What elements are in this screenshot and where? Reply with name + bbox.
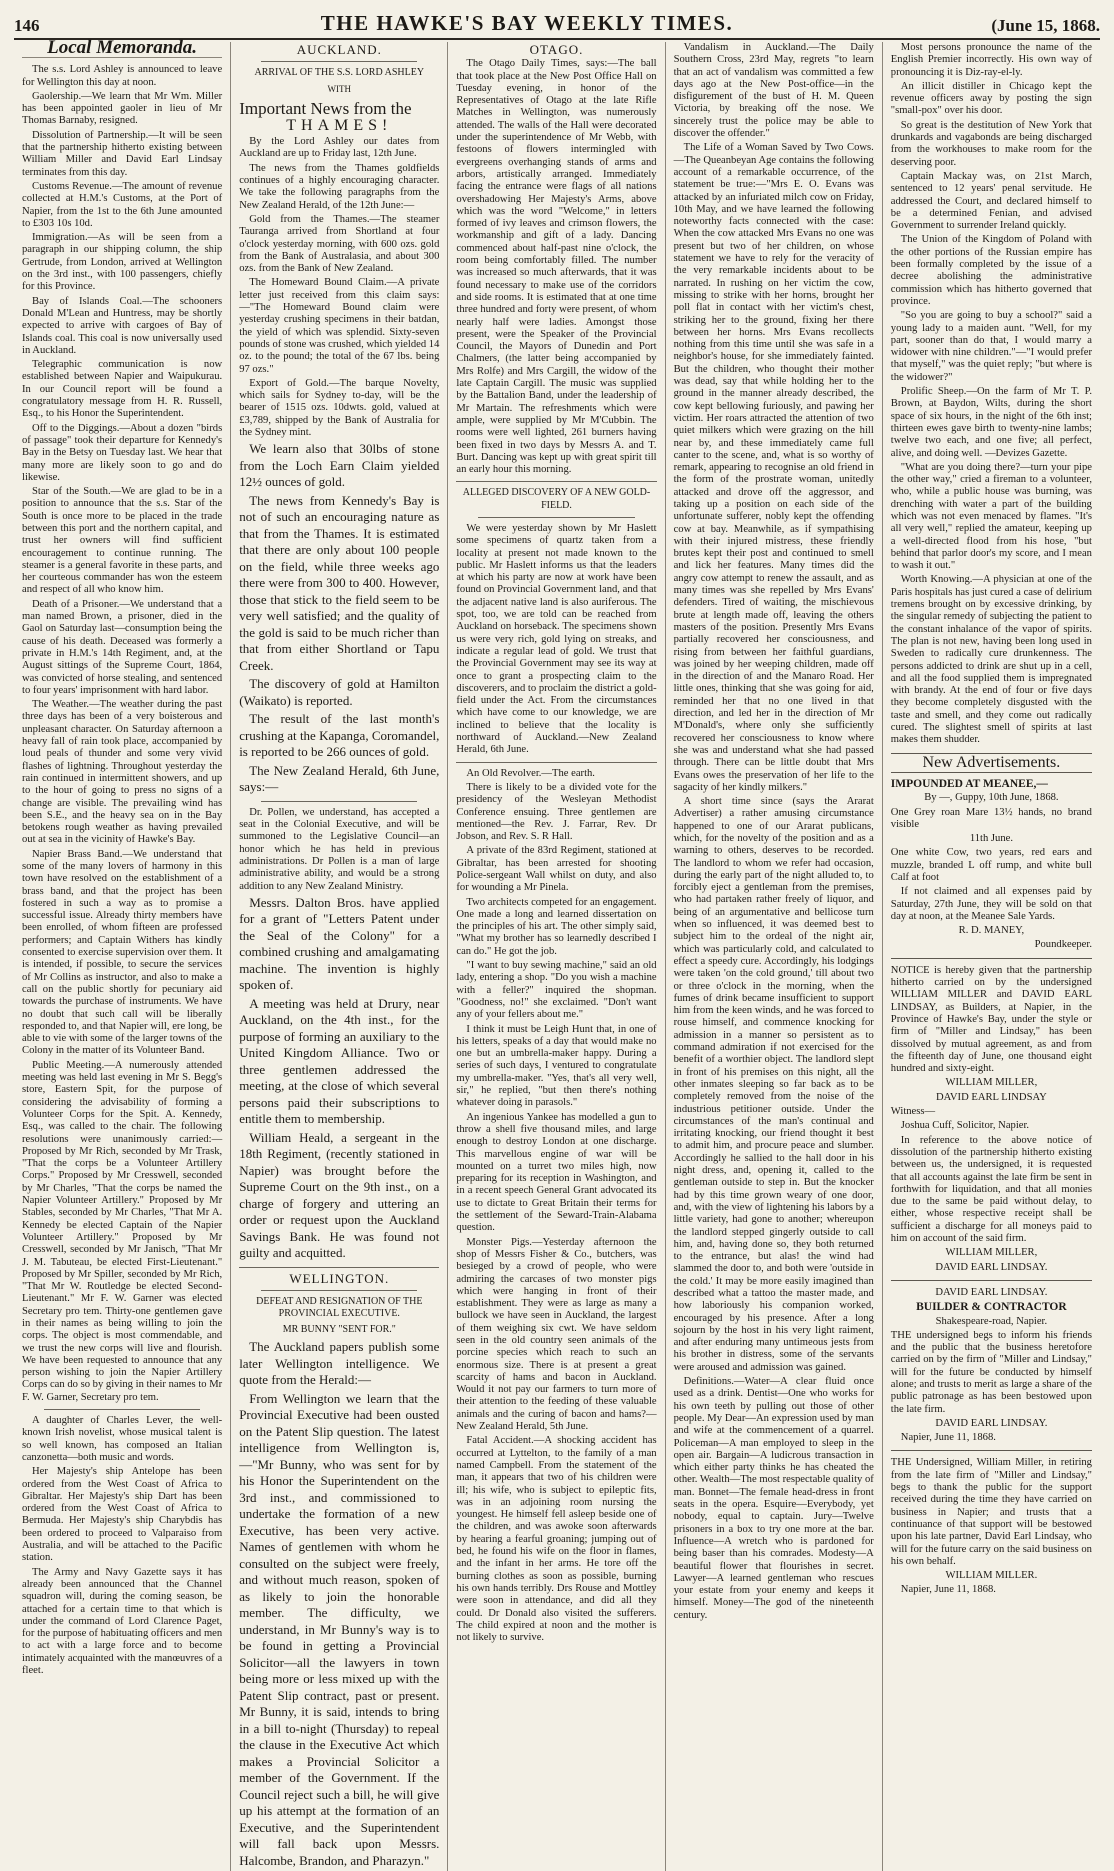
notice-reference: In reference to the above notice of dissolution of the partnership hitherto existing between us, the undersigned, it is requested that all accounts against the late firm be sent in forthwith for liquidation, and that all monies due to the same be paid without delay, to either, whose respective receipt shall be sufficient a discharge for all moneys paid to him on account of the said firm. xyxy=(890,1134,1092,1245)
article-paragraph: William Heald, a sergeant in the 18th Regiment, (recently stationed in Napier) was brought before the Supreme Court on the 9th inst., on a charge of forgery and uttering an order or request upon the Auckland Savings Bank. He was found not guilty and acquitted. xyxy=(239,1129,440,1261)
auckland-subheading: ARRIVAL OF THE S.S. LORD ASHLEY xyxy=(254,67,425,79)
columns xyxy=(14,37,1100,1868)
article-paragraph: The Life of a Woman Saved by Two Cows.—The Queanbeyan Age contains the following account of a remarkable occurrence, of the statement be true:—"Mrs E. O. Evans was attacked by an infuriated milch cow on Friday, 10th May, and we have learned the following noteworthy facts connected with the case: When the cow attacked Mrs Evans no one was present but two of her children, on whose statement we have to rely for the veracity of the very remarkable incidents about to be narrated. In rushing on her victim the cow, missing to strike with her horns, brought her poll flat in contact with her victim's chest, striking her to the ground, fixing her there between her horns. Mrs Evans recollects nothing from this time until she was safe in a neighbor's house, for she immediately fainted. But the children, who thought their mother was dead, say that while holding her to the ground in the manner already described, the cow kept bellowing furiously, and pawing her victim. Her roars attracted the attention of two quiet milkers which were grazing on the hill near by, and these immediately came full canter to the scene, and, what is so worthy of remark, appearing to recognise an old friend in the form of the prostrate woman, unitedly attacked and drove off the aggressor, and taking up a position on each side of the unfortunate sufferer, nobly kept the offending cow at bay. Meanwhile, as if sympathising with their injured mistress, these friendly brutes kept their post and continued to smell and lick her features. Many times did the angry cow attempt to renew the assault, and as many times was she repelled by Mrs Evans' defenders. Tired of waiting, the mischievous brute at length made off, leaving the others masters of the position. Presently Mrs Evans partially recovered her consciousness, and rising from between her faithful guardians, was joined by her weeping children, made off in the direction of and the Manaro Road. Her little ones, thinking that she was going for aid, reminded her that no one lived in that direction, and led her in the direction of Mr M'Donald's, where only she sufficiently recovered her consciousness to know where she was and understand what she had passed through. There can be little doubt that Mrs Evans owes the preservation of her life to the sagacity of her kindly milkers." xyxy=(673,142,874,793)
article-paragraph: There is likely to be a divided vote for the presidency of the Wesleyan Methodist Conference ensuing. Three gentlemen are mentioned—the Rev. J. Farrar, Rev. Dr Jobson, and Rev. S. R Hall. xyxy=(456,781,657,843)
builder-date: Napier, June 11, 1868. xyxy=(900,1432,996,1444)
article-paragraph: The New Zealand Herald, 6th June, says:— xyxy=(239,762,440,795)
article-paragraph: Dissolution of Partnership.—It will be seen that the partnership hitherto existing between William Miller and David Earl Lindsay terminates from this day. xyxy=(22,129,223,178)
article-paragraph: The Union of the Kingdom of Poland with the other portions of the Russian empire has been formally completed by the issue of a decree abolishing the administrative commission which has hitherto governed that province. xyxy=(890,234,1092,307)
page-number: 146 xyxy=(14,16,40,35)
article-paragraph: Dr. Pollen, we understand, has accepted a seat in the Colonial Executive, and will be summoned to the Legislative Council—an honor which he has held in previous administrations. Dr Pollen is a man of large administrative ability, and would be a strong addition to any New Zealand Ministry. xyxy=(239,806,440,892)
builder-text: THE undersigned begs to inform his friends and the public that the business heretofore carried on by the firm of "Miller and Lindsay," will for the future be conducted by himself alone; and trusts to merit as large a share of the public patronage as has been bestowed upon the late firm. xyxy=(890,1329,1092,1415)
article-paragraph: A daughter of Charles Lever, the well-known Irish novelist, whose musical talent is so well known, has composed an Italian canzonetta—both music and words. xyxy=(22,1415,223,1463)
article-paragraph: A private of the 83rd Regiment, stationed at Gibraltar, has been arrested for shooting Police-sergeant Wall whilst on duty, and also for wounding a Mr Pinela. xyxy=(456,845,657,894)
article-paragraph: Off to the Diggings.—About a dozen "birds of passage" took their departure for Kennedy's Bay in the Betsy on Tuesday last. We hear that many more are likely soon to go and do likewise. xyxy=(22,422,223,483)
article-paragraph: An illicit distiller in Chicago kept the revenue officers away by posting the sign "small-pox" over his door. xyxy=(890,80,1092,117)
article-paragraph: Monster Pigs.—Yesterday afternoon the shop of Messrs Fisher & Co., butchers, was besieged by a crowd of people, who were admiring the carcases of two monster pigs which were hanging in front of their establishment. They were as large as many a bullock we have seen in Auckland, the largest of them weighing six cwt. We have seldom seen in the old country seen animals of the porcine species which reach to such an enormous size. There is at present a great scarcity of hams and bacon in Auckland. Would it not pay our farmers to turn more of their attention to the feeding of these valuable animals and the curing of bacon and hams?—New Zealand Herald, 5th June. xyxy=(456,1236,657,1433)
article-paragraph: Prolific Sheep.—On the farm of Mr T. P. Brown, at Baydon, Wilts, during the short space of six hours, in the night of the 6th inst; thirteen ewes gave birth to twenty-nine lambs; twelve two each, and one five; all perfect, alive, and doing well. —Devizes Gazette. xyxy=(890,386,1092,459)
divider xyxy=(261,801,417,802)
notice-sign-4: DAVID EARL LINDSAY. xyxy=(935,1261,1048,1273)
column-4-items xyxy=(674,42,874,1622)
article-paragraph: Messrs. Dalton Bros. have applied for a grant of "Letters Patent under the Seal of the Colony" for a combined crushing and amalgamating machine. The invention is highly spoken of. xyxy=(239,894,440,993)
miller-text: THE Undersigned, William Miller, in retiring from the late firm of "Miller and Lindsay," begs to thank the public for the support received during the time they have carried on business in Napier; and trusts that a continuance of that support will be bestowed upon his late partner, David Earl Lindsay, who will for the future carry on the said business on his own behalf. xyxy=(890,1457,1092,1567)
article-paragraph: So great is the destitution of New York that drunkards and vagabonds are being discharged from the workhouses to make room for the deserving poor. xyxy=(890,119,1092,168)
divider xyxy=(261,1290,417,1291)
wellington-subheading: DEFEAT AND RESIGNATION OF THE PROVINCIAL EXECUTIVE. xyxy=(256,1296,423,1320)
local-memoranda-items xyxy=(22,64,222,1404)
article-paragraph: Her Majesty's ship Antelope has been ordered from the West Coast of Africa to Gibraltar. Her Majesty's ship Dart has been ordered from the West Coast of Africa to Bermuda. Her Majesty's ship Charybdis has been ordered to proceed to Valparaiso from Australia, and will be attached to the Pacific station. xyxy=(22,1466,223,1564)
article-paragraph: The result of the last month's crushing at the Kapanga, Coromandel, is reported to be 266 ounces of gold. xyxy=(239,711,440,760)
article-paragraph: The Army and Navy Gazette says it has already been announced that the Channel squadron will, during the coming season, be attached for a certain time to that which is under the command of Lord Clarence Paget, for the purpose of habituating officers and men to act with a large force and to become intimately acquainted with the manœuvres of a fleet. xyxy=(22,1566,223,1676)
article-paragraph: Two architects competed for an engagement. One made a long and learned dissertation on the principles of his art. The other simply said, "What my brother has so learnedly described I can do." He got the job. xyxy=(456,896,657,957)
article-paragraph: The s.s. Lord Ashley is announced to leave for Wellington this day at noon. xyxy=(22,64,223,88)
article-paragraph: Telegraphic communication is now established between Napier and Waipukurau. In our Council report will be found a congratulatory message from H. R. Russell, Esq., to his Honor the Superintendent. xyxy=(22,359,223,420)
notice-witness: Witness— xyxy=(890,1106,936,1118)
important-news-heading: Important News from the xyxy=(239,98,412,118)
builder-address: Shakespeare-road, Napier. xyxy=(935,1315,1048,1327)
divider xyxy=(891,1450,1092,1451)
column-2 xyxy=(231,42,448,1871)
article-paragraph: Bay of Islands Coal.—The schooners Donald M'Lean and Huntress, may be shortly expected to arrive with cargoes of Bay of Islands coal. This coal is now universally used in Auckland. xyxy=(22,295,223,356)
otago-heading: OTAGO. xyxy=(529,42,584,57)
divider xyxy=(239,1267,439,1268)
divider xyxy=(891,1280,1092,1281)
article-paragraph: Death of a Prisoner.—We understand that a man named Brown, a prisoner, died in the Gaol on Saturday last—consumption being the cause of his death. Deceased was formerly a private in H.M.'s 14th Regiment, and, at the August sittings of the Supreme Court, 1864, was convicted of horse stealing, and sentenced to four years' imprisonment with hard labor. xyxy=(22,598,223,696)
builder-ad xyxy=(891,1287,1092,1445)
wellington-subheading-2: MR BUNNY "SENT FOR." xyxy=(282,1323,396,1335)
article-paragraph: Public Meeting.—A numerously attended meeting was held last evening in Mr S. Begg's store, Eastern Spit, for the purpose of considering the advisability of forming a Volunteer Corps for the Spit. A. Kennedy, Esq., was called to the chair. The following resolutions were unanimously carried:—Proposed by Mr Rich, seconded by Mr Trask, "That the corps be a Volunteer Artillery Corps." Proposed by Mr Cresswell, seconded by Mr Charles, "That the corps be named the Napier Volunteer Artillery." Proposed by Mr Stables, seconded by Mr Charles, "That Mr A. Kennedy be elected Captain of the Napier Volunteer Artillery." Proposed by Mr Cresswell, seconded by Mr Janisch, "That Mr J. M. Tabuteau, be elected First-Lieutenant." Proposed by Mr Spiller, seconded by Mr Rich, "That Mr W. Routledge be elected Second-Lieutenant." Mr F. W. Garner was elected Secretary pro tem. Thirty-one gentlemen gave in their names as being willing to join the corps. The object is most commendable, and we trust the new corps will live and flourish. We have been requested to announce that any person wishing to join the Napier Artillery Corps can do so by giving in their names to Mr F. W. Garner, Secretary pro tem. xyxy=(22,1059,223,1403)
article-paragraph: Export of Gold.—The barque Novelty, which sails for Sydney to-day, will be the bearer of 1515 ozs. 10dwts. gold, valued at £3,789, shipped by the Bank of Australia for the Sydney mint. xyxy=(239,377,440,439)
builder-title: BUILDER & CONTRACTOR xyxy=(916,1301,1067,1314)
auckland-heading: AUCKLAND. xyxy=(296,42,382,57)
divider xyxy=(891,958,1092,959)
wellington-items xyxy=(239,1339,439,1869)
article-paragraph: I think it must be Leigh Hunt that, in one of his letters, speaks of a day that would make no one but an umbrella-maker happy. During a series of such days, I ventured to congratulate my umbrella-maker. "Yes, that's all very well, sir," he replied, "but then there's nothing whatever doing in parasols." xyxy=(456,1023,657,1109)
auckland-with: WITH xyxy=(327,83,352,94)
notice-sign-3: WILLIAM MILLER, xyxy=(945,1247,1038,1259)
column-1 xyxy=(14,37,231,1871)
column-4 xyxy=(666,42,883,1871)
article-paragraph: The Homeward Bound Claim.—A private letter just received from this claim says:—"The Homeward Bound claim were yesterday crushing specimens in their batdan, the yield of which was splendid. Sixty-seven pounds of stone was crushed, which yielded 14 oz. to the pound; the total of the 67 lbs. being 97 ozs." xyxy=(239,277,440,375)
divider xyxy=(456,762,656,763)
newspaper-title: THE HAWKE'S BAY WEEKLY TIMES. xyxy=(320,11,734,35)
divider xyxy=(44,1409,200,1410)
impounded-sign-2: Poundkeeper. xyxy=(1034,939,1092,951)
auckland-items-2 xyxy=(239,807,439,893)
miller-ad xyxy=(891,1457,1092,1596)
article-paragraph: The news from the Thames goldfields continues of a highly encouraging character. We take the following paragraphs from the New Zealand Herald, of the 12th June:— xyxy=(239,162,440,211)
article-paragraph: An Old Revolver.—The earth. xyxy=(466,767,595,779)
issue-date: (June 15, 1868. xyxy=(991,16,1100,35)
article-paragraph: A short time since (says the Ararat Advertiser) a rather amusing circumstance happened to one of our Ararat publicans, which, for the novelty of the position and as a warning to others, deserves to be recorded. The landlord to whom we refer had occasion, during the early part of the night alluded to, to forcibly eject a gentleman from the premises, who had partaken rather freely of liquor, and being of an argumentative and bellicose turn when so influenced, it was deemed best to subject him to the ordeal of the night air, which was particularly cold, and calculated to effect a speedy cure. Accordingly, his lodgings were taken 'on the cold ground,' till about two or three o'clock in the morning, when the fumes of drink became insufficient to support him from the keen winds, and he was forced to rouse himself, and commence knocking for admission in a manner so persistent as to command admiration if not exercised for the benefit of a worthier object. The landlord slept in front of his premises on this night, all the other inmates sleeping so far back as to be completely removed from the noise of the industrious petitioner outside. Under the circumstances of the man's continual and irritating knocking, our friend thought it best to admit him, and procure peace and slumber. Accordingly he sallied to the hall door in his night dress, and, opening it, called to the gentleman outside to step in. But the knocker had by this time grown weary of one door, and, with the view of lightening his labors by a little variety, had gone to another; whereupon the landlord stepped gingerly outside to call him, and, having done so, they both returned to the entrance, but alas! the wind had slammed the door to, and both were 'outside in the cold.' It may be more easily imagined than described what a tattoo the master made, and how laboriously his companion worked, encouraged by his presence. After a long sojourn by the host in his very light raiment, and after enduring many untimeous jests from his brother in distress, some of the servants were aroused and admission was gained. xyxy=(673,796,874,1373)
article-paragraph: A meeting was held at Drury, near Auckland, on the 4th inst., for the purpose of forming an auxiliary to the United Kingdom Alliance. Two or three gentlemen addressed the meeting, at the close of which several persons paid their subscriptions to entitle them to membership. xyxy=(239,995,440,1127)
divider xyxy=(456,481,656,482)
misc-items xyxy=(22,1415,222,1677)
wellington-heading: WELLINGTON. xyxy=(289,1270,390,1286)
notice-sign-1: WILLIAM MILLER, xyxy=(945,1077,1038,1089)
notice-sign-2: DAVID EARL LINDSAY xyxy=(935,1091,1047,1103)
miller-date: Napier, June 11, 1868. xyxy=(900,1584,996,1596)
divider xyxy=(261,61,417,62)
article-paragraph: Vandalism in Auckland.—The Daily Southern Cross, 23rd May, regrets "to learn that an act of vandalism was committed a few days ago at the New Post-office—in the disfigurement of the bust of H. M. Queen Victoria, by breaking off the nose. We sincerely trust the police may be able to discover the offender." xyxy=(673,42,874,140)
thames-heading: THAMES! xyxy=(286,116,393,134)
impounded-line-3: If not claimed and all expenses paid by Saturday, 27th June, they will be sold on that day at noon, at the Meanee Sale Yards. xyxy=(890,886,1092,922)
article-paragraph: "So you are going to buy a school?" said a young lady to a maiden aunt. "Well, for my part, sooner than do that, I would marry a widower with nine children."—"I would prefer that myself," was the quiet reply; "but where is the widower?" xyxy=(890,310,1092,383)
miller-sign: WILLIAM MILLER. xyxy=(945,1570,1038,1582)
article-paragraph: "What are you doing there?—turn your pipe the other way," cried a fireman to a volunteer, who, while a public house was burning, was drenching with water a part of the building which was not even menaced by flames. "It's all very well," replied the amateur, keeping up a well-directed flood from his hose, "but behind that parlor door's my score, and I mean to wash it out." xyxy=(890,461,1092,572)
article-paragraph: The Weather.—The weather during the past three days has been of a very boisterous and unpleasant character. On Saturday afternoon a heavy fall of rain took place, accompanied by loud peals of thunder and some very vivid flashes of lightning. Throughout yesterday the rain continued in intermittent showers, and up to the hour of going to press no signs of a change are visible. The prevailing wind has been S.E., and the heavy sea on in the Bay betokens rough weather as having prevailed out at sea in the vicinity of Hawke's Bay. xyxy=(22,699,223,846)
auckland-big-items-2 xyxy=(239,895,439,1262)
gold-field-heading: ALLEGED DISCOVERY OF A NEW GOLD-FIELD. xyxy=(462,487,651,511)
notice-witness-2: Joshua Cuff, Solicitor, Napier. xyxy=(900,1120,1030,1132)
impounded-ad xyxy=(891,778,1092,952)
auckland-items xyxy=(239,136,439,439)
article-paragraph: Captain Mackay was, on 21st March, sentenced to 12 years' penal servitude. He addressed the Court, and declared himself to be a determined Fenian, and advised Government to surrender Ireland quickly. xyxy=(890,170,1092,232)
column-5 xyxy=(883,42,1100,1871)
article-paragraph: Star of the South.—We are glad to be in a position to announce that the s.s. Star of the South is once more to be placed in the trade between this port and the northern capital, and trust her owners will find sufficient encouragement to continue running. The steamer is a general favorite in these parts, and her courteous commander has won the esteem and respect of all who know him. xyxy=(22,486,223,596)
masthead xyxy=(14,6,1100,40)
auckland-big-items xyxy=(239,441,439,796)
local-memoranda-heading: Local Memoranda. xyxy=(22,42,222,58)
column-5-items xyxy=(891,42,1092,747)
article-paragraph: Immigration.—As will be seen from a paragraph in our shipping column, the ship Gertrude, from London, arrived at Wellington on the 3rd inst., with 100 passengers, chiefly for this Province. xyxy=(22,232,223,293)
article-paragraph: Gold from the Thames.—The steamer Tauranga arrived from Shortland at four o'clock yesterday morning, with 600 ozs. gold from the Bank of Australasia, and about 300 ozs. from the Bank of New Zealand. xyxy=(239,213,440,275)
dissolution-notice xyxy=(891,965,1092,1274)
article-paragraph: Most persons pronounce the name of the English Premier incorrectly. His own way of pronouncing it is Diz-ray-el-ly. xyxy=(890,42,1092,78)
impounded-sign: R. D. MANEY, xyxy=(958,925,1025,937)
article-paragraph: The Auckland papers publish some later Wellington intelligence. We quote from the Herald:— xyxy=(239,1339,440,1388)
otago-items xyxy=(456,58,656,476)
article-paragraph: Gaolership.—We learn that Mr Wm. Miller has been appointed gaoler in lieu of Mr Thomas Barnaby, resigned. xyxy=(22,90,223,127)
article-paragraph: We learn also that 30lbs of stone from the Loch Earn Claim yielded 12½ ounces of gold. xyxy=(239,441,440,490)
article-paragraph: The Otago Daily Times, says:—The ball that took place at the New Post Office Hall on Tuesday evening, in honor of the Representatives of Otago at the late Rifle Matches in Wellington, was numerously attended. The walls of the Hall were decorated under the superintendence of Mr Webb, with festoons of flowers intermingled with evergreens overhanging stands of arms and arbors, artistically arranged. Immediately facing the entrance were flags of all nations overshadowing Her Majesty's Arms, above which was the word "Welcome," in letters formed of ivy leaves and crimson flowers, the workmanship and gift of a lady. Dancing commenced about half-past nine o'clock, the room being comfortably filled. The number was increased so much afterwards, that it was found necessary to make use of the corridors and side rooms. It is estimated that at one time three hundred and forty were present, of whom nearly half were ladies. Amongst those present, were the Speaker of the Provincial Council, the Mayors of Dunedin and Port Chalmers, (the latter being accompanied by Mrs Rolfe) and Mrs Cargill, the widow of the late Captain Cargill. The music was supplied by the Battalion Band, under the leadership of Mr Martain. The refreshments which were ample, were supplied by Mr M'Cubbin. The rooms were well lighted, 261 burners having been fixed in two days by Messrs A. and T. Burt. Dancing was kept up with great spirit till an early hour this morning. xyxy=(456,58,657,476)
notice-text: NOTICE is hereby given that the partnership hitherto carried on by the undersigned WILLIAM MILLER and DAVID EARL LINDSAY, as Builders, at Napier, in the Province of Hawke's Bay, under the style or firm of "Miller and Lindsay," has been dissolved by mutual agreement, as and from the fifteenth day of June, one thousand eight hundred and sixty-eight. xyxy=(890,964,1092,1075)
article-paragraph: Worth Knowing.—A physician at one of the Paris hospitals has just cured a case of delirium tremens brought on by excessive drinking, by the singular remedy of subjecting the patient to the constant inhalance of the vapor of spirits. The plan is not new, having been long used in Sweden to radically cure drunkenness. The persons addicted to drink are shut up in a cell, and all the food supplied them is impregnated with brandy. At the end of four or five days they become completely disgusted with the taste and smell, and they come out radically cured. The slightest smell of spirits at last makes them shudder. xyxy=(890,574,1092,746)
impounded-by: By —, Guppy, 10th June, 1868. xyxy=(924,792,1059,804)
article-paragraph: The discovery of gold at Hamilton (Waikato) is reported. xyxy=(239,676,440,708)
impounded-line-2: One white Cow, two years, red ears and muzzle, branded L off rump, and white bull Calf at foot xyxy=(890,847,1092,883)
article-paragraph: The news from Kennedy's Bay is not of such an encouraging nature as that from the Thames. It is estimated that there are only about 100 people on the field, while three weeks ago there were from 300 to 400. However, those that stick to the field seem to be very well satisfied; and the quality of the gold is said to be much richer than that from either Shortland or Tapu Creek. xyxy=(239,492,440,673)
advertisements-heading: New Advertisements. xyxy=(891,753,1092,773)
impounded-title: IMPOUNDED AT MEANEE,— xyxy=(890,777,1048,790)
article-paragraph: Customs Revenue.—The amount of revenue collected at H.M.'s Customs, at the Port of Napier, from the 1st to the 6th June amounted to £303 10s 10d. xyxy=(22,180,223,229)
impounded-line-1b: 11th June. xyxy=(969,833,1013,845)
article-paragraph: "I want to buy sewing machine," said an old lady, entering a shop. "Do you wish a machine with a feller?" inquired the shopman. "Goodness, no!" she exclaimed. "Don't want any of your fellers about me." xyxy=(456,960,657,1021)
impounded-line-1: One Grey roan Mare 13½ hands, no brand visible xyxy=(890,806,1092,830)
article-paragraph: By the Lord Ashley our dates from Auckland are up to Friday last, 12th June. xyxy=(239,136,440,160)
article-paragraph: Fatal Accident.—A shocking accident has occurred at Lyttelton, to the family of a man named Campbell. From the statement of the man, it appears that two of his children were ill; his wife, who is subject to epileptic fits, was in an adjoining room nursing the youngest. He himself fell asleep beside one of the children, and was awoke soon afterwards by hearing a fearful groaning; jumping out of bed, he found his wife on the floor in flames, and the infant in her arms. He tore off the burning clothes as soon as possible, burning his own hands terribly. Drs Rouse and Mottley were soon in attendance, and did all they could. Dr Donald also visited the sufferers. The child expired at noon and the mother is not likely to survive. xyxy=(456,1435,657,1644)
article-paragraph: Definitions.—Water—A clear fluid once used as a drink. Dentist—One who works for his own teeth by pulling out those of other people. My Dear—An expression used by man and wife at the commencement of a quarrel. Policeman—A man employed to sleep in the open air. Bargain—A ludicrous transaction in which either party thinks he has cheated the other. Wealth—The most respectable quality of man. Bonnet—The female head-dress in front seats in the opera. Esquire—Everybody, yet nobody, equal to captain. Jury—Twelve prisoners in a box to try one more at the bar. Influence—A wretch who is pardoned for being baser than his comrades. Modesty—A beautiful flower that flourishes in secret. Lawyer—A learned gentleman who rescues your estate from your enemy and keeps it himself. Money—The god of the nineteenth century. xyxy=(673,1376,874,1621)
misc-items-3 xyxy=(456,768,656,1645)
gold-field-items xyxy=(456,523,656,757)
article-paragraph: An ingenious Yankee has modelled a gun to throw a shell five thousand miles, and large enough to destroy London at one discharge. This marvellous engine of war will be mounted on a turret two miles high, now preparing for its reception in Washington, and in a recent speech General Grant advocated its use to dictate to Great Britain their terms for the settlement of the Seward-Train-Alabama question. xyxy=(456,1111,657,1234)
column-3 xyxy=(448,42,665,1871)
builder-name: DAVID EARL LINDSAY. xyxy=(935,1286,1048,1298)
divider xyxy=(478,517,634,518)
article-paragraph: We were yesterday shown by Mr Haslett some specimens of quartz taken from a locality at present not made known to the public. Mr Haslett informs us that the leaders at which his party are now at work have been found on Provincial Government land, and that the adjacent native land is also auriferous. The spot, too, we are told can be reached from Auckland on horseback. The specimens shown us were very rich, gold lying on streaks, and indicate a regular lead of gold. We trust that the Provincial Government may see its way at once to grant a prospecting claim to the discoverers, and to proclaim the district a gold-field under the Act. From the circumstances which have come to our knowledge, we are inclined to believe that the locality is northward of Auckland.—New Zealand Herald, 6th June. xyxy=(456,522,657,756)
builder-sign: DAVID EARL LINDSAY. xyxy=(935,1417,1048,1429)
article-paragraph: From Wellington we learn that the Provincial Executive had been ousted on the Patent Slip question. The latest intelligence from Wellington is, —"Mr Bunny, who was sent for by his Honor the Superintendent on the 3rd inst., and commissioned to undertake the formation of a new Executive, has been very active. Names of gentlemen with whom he consulted on the subject were freely, and without much reason, spoken of as likely to join the honorable member. The difficulty, we understand, in Mr Bunny's way is to be found in getting a Provincial Solicitor—all the lawyers in town being more or less mixed up with the Patent Slip contract, past or present. Mr Bunny, it is said, intends to bring in a bill to-night (Thursday) to repeal the clause in the Executive Act which makes a Provincial Solicitor a member of the Government. If the Council reject such a bill, he will give up his attempt at the formation of an Executive, and the Superintendent will fall back upon Messrs. Halcombe, Brandon, and Pharazyn." xyxy=(239,1390,440,1868)
article-paragraph: Napier Brass Band.—We understand that some of the many lovers of harmony in this town have resolved on the establishment of a brass band, and that the project has been fostered in such a way as to promise a successful issue. Already thirty members have been enrolled, of whom fifteen are professed performers; and Captain Withers has kindly consented to exercise supervision over them. It is intended, if possible, to secure the services of Mr Collins as instructor, and also to make a call on the public shortly for pecuniary aid towards the purchase of instruments. We have no doubt that such call will be liberally responded to, and that Napier will, ere long, be able to vie with some of the larger towns of the Colony in the matter of its Volunteer Band. xyxy=(22,848,223,1057)
